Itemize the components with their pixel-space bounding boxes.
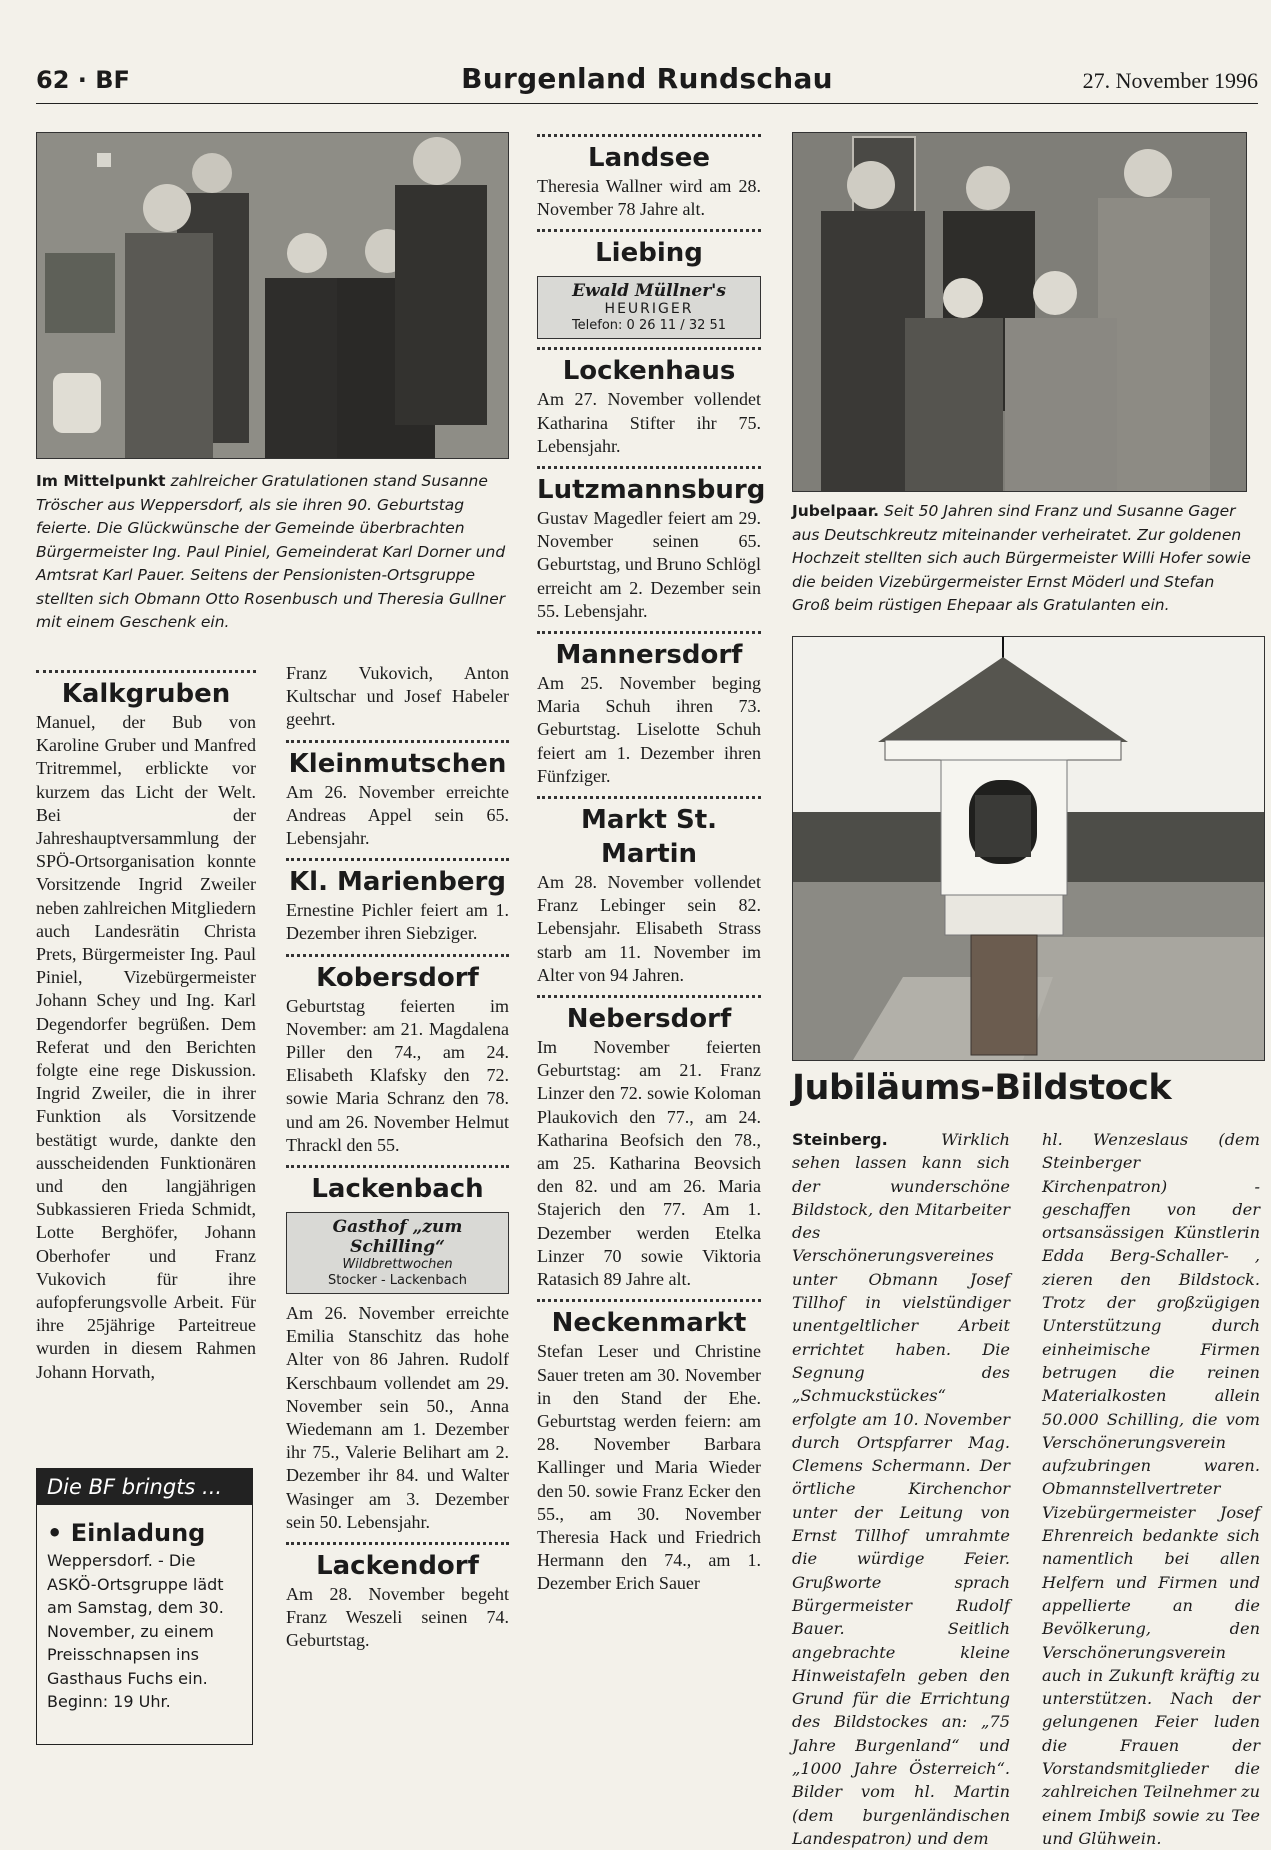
- divider: [286, 1165, 509, 1168]
- feature-column-a: [792, 1128, 1010, 1850]
- section-head: Markt St. Martin: [580, 805, 718, 870]
- ad-line: HEURIGER: [604, 301, 694, 318]
- feature-lead: Steinberg.: [792, 1130, 888, 1149]
- section-head: Landsee: [588, 143, 710, 173]
- divider: [537, 466, 761, 469]
- section-text: Am 26. November erreichte Emilia Stanschitz das hohe Alter von 86 Jahren. Rudolf Kerschbaum vollendet am 29. November sein 50., Anna Wiedemann am 1. Dezember ihr 75., Valerie Belihart am 2. Dezember ihr 84. und Walter Wasinger am 3. Dezember sein 50. Lebensjahr.: [286, 1303, 509, 1532]
- section-head: Lockenhaus: [562, 356, 736, 387]
- photo-caption-2: [792, 500, 1254, 618]
- section-head: Kobersdorf: [316, 962, 479, 993]
- page-number: 62 · BF: [36, 66, 130, 94]
- section-text: Stefan Leser und Christine Sauer treten am 30. November in den Stand der Ehe. Geburtstag werden feiern: am 28. November Barbara Kallinger und Maria Wieder den 50. sowie Franz Ecker den 55., am 30. November Theresia Hack und Friedrich Hermann den 74., am 1. Dezember Erich Sauer: [537, 1341, 761, 1594]
- feature-text: [792, 1128, 1010, 1850]
- section-text: Am 25. November beging Maria Schuh ihren 73. Geburtstag. Liselotte Schuh feiert am 1. Dezember ihren Fünfziger.: [537, 673, 761, 786]
- divider: [286, 858, 509, 861]
- column-3: [537, 132, 766, 1596]
- section-text: Geburtstag feierten im November: am 21. Magdalena Piller den 74., am 24. Elisabeth Klafsky den 72. sowie Maria Schranz den 78. und am 26. November Helmut Thrackl den 55.: [286, 995, 509, 1155]
- photo-birthday-group: [36, 132, 509, 459]
- ad-line: Wildbrettwochen: [342, 1257, 453, 1273]
- section-head: Lutzmannsburg: [537, 475, 766, 506]
- section-head: Kl. Marienberg: [289, 867, 506, 898]
- section-head: Nebersdorf: [566, 1004, 732, 1035]
- section-text: Am 28. November begeht Franz Weszeli seinen 74. Geburtstag.: [286, 1584, 509, 1651]
- section-text: Franz Vukovich, Anton Kultschar und Josef Habeler geehrt.: [286, 663, 509, 730]
- section-head: Mannersdorf: [555, 640, 743, 671]
- divider: [286, 740, 509, 743]
- caption-text: Seit 50 Jahren sind Franz und Susanne Gager aus Deutschkreutz miteinander verheiratet. Zur goldenen Hochzeit stellten sich auch Bürgermeister Willi Hofer sowie die beiden Vizebürgermeister Ernst Möderl und Stefan Groß beim rüstigen Ehepaar als Gratulanten ein.: [792, 502, 1251, 614]
- ad-line: Stocker - Lackenbach: [327, 1273, 468, 1289]
- section-text: Am 27. November vollendet Katharina Stifter ihr 75. Lebensjahr.: [537, 389, 761, 456]
- info-box: [36, 1468, 253, 1745]
- section-head: Lackendorf: [316, 1551, 479, 1582]
- caption-lead: Im Mittelpunkt: [36, 472, 166, 490]
- feature-text-b: hl. Wenzeslaus (dem Steinberger Kirchenpatron) - geschaffen von der ortsansässigen Künstlerin Edda Berg-Schaller- , zieren den Bildstock. Trotz der großzügigen Unterstützung durch einheimische Firmen betrugen die reinen Materialkosten allein 50.000 Schilling, die vom Verschönerungsverein aufzubringen waren. Obmannstellvertreter Vizebürgermeister Josef Ehrenreich bedankte sich namentlich bei allen Helfern und Firmen und appellierte an die Bevölkerung, den Verschönerungsverein auch in Zukunft kräftig zu unterstützen. Nach der gelungenen Feier luden die Frauen der Vorstandsmitglieder die zahlreichen Teilnehmer zu einem Imbiß sowie zu Tee und Glühwein.: [1042, 1130, 1260, 1848]
- divider: [537, 796, 761, 799]
- section-head: Neckenmarkt: [551, 1308, 747, 1339]
- divider: [36, 670, 256, 673]
- divider: [537, 134, 761, 137]
- issue-date: 27. November 1996: [1082, 68, 1258, 93]
- divider: [537, 1299, 761, 1302]
- ad-name: Gasthof „zum Schilling“: [332, 1217, 463, 1258]
- photo-golden-wedding: [792, 132, 1247, 492]
- column-1: [36, 662, 256, 1384]
- masthead-rule: [36, 103, 1258, 104]
- column-2: [286, 662, 509, 1653]
- masthead: [36, 62, 1258, 102]
- info-box-text: Weppersdorf. - Die ASKÖ-Ortsgruppe lädt am Samstag, dem 30. November, zu einem Preisschnapsen ins Gasthaus Fuchs ein. Beginn: 19 Uhr.: [47, 1551, 224, 1711]
- caption-lead: Jubelpaar.: [792, 502, 880, 520]
- advertisement: [286, 1212, 509, 1294]
- paper-title: Burgenland Rundschau: [461, 62, 833, 95]
- divider: [537, 229, 761, 232]
- ad-line: Telefon: 0 26 11 / 32 51: [571, 318, 727, 334]
- ad-name: Ewald Müllner's: [572, 281, 726, 302]
- section-text: Gustav Magedler feiert am 29. November seinen 65. Geburtstag, und Bruno Schlögl erreicht am 2. Dezember sein 55. Lebensjahr.: [537, 508, 761, 621]
- caption-text: zahlreicher Gratulationen stand Susanne Tröscher aus Weppersdorf, als sie ihren 90. Geburtstag feierte. Die Glückwünsche der Gemeinde überbrachten Bürgermeister Ing. Paul Piniel, Gemeinderat Karl Dorner und Amtsrat Karl Pauer. Seitens der Pensionisten-Ortsgruppe stellten sich Obmann Otto Rosenbusch und Theresia Gullner mit einem Geschenk ein.: [36, 472, 506, 631]
- info-box-head: • Einladung: [47, 1519, 206, 1547]
- feature-text-a: Wirklich sehen lassen kann sich der wunderschöne Bildstock, den Mitarbeiter des Verschönerungsvereines unter Obmann Josef Tillhof in vielstündiger unentgeltlicher Arbeit errichtet haben. Die Segnung des „Schmuckstückes“ erfolgte am 10. November durch Ortspfarrer Mag. Clemens Schermann. Der örtliche Kirchenchor unter der Leitung von Ernst Tillhof umrahmte die würdige Feier. Grußworte sprach Bürgermeister Rudolf Bauer. Seitlich angebrachte kleine Hinweistafeln geben den Grund für die Errichtung des Bildstockes an: „75 Jahre Burgenland“ und „1000 Jahre Österreich“. Bilder vom hl. Martin (dem burgenländischen Landespatron) und dem: [792, 1130, 1010, 1848]
- section-head: Kleinmutschen: [288, 748, 507, 779]
- section-text: Am 28. November vollendet Franz Lebinger sein 82. Lebensjahr. Elisabeth Strass starb am 11. November im Alter von 94 Jahren.: [537, 872, 761, 985]
- divider: [537, 995, 761, 998]
- section-head: Liebing: [595, 238, 703, 269]
- divider: [286, 954, 509, 957]
- info-box-title: Die BF bringts ...: [37, 1469, 252, 1505]
- divider: [286, 1542, 509, 1545]
- advertisement: [537, 276, 761, 339]
- section-text: Theresia Wallner wird am 28. November 78 Jahre alt.: [537, 176, 761, 220]
- section-text: Ernestine Pichler feiert am 1. Dezember ihren Siebziger.: [286, 900, 509, 944]
- photo-bildstock: [792, 636, 1265, 1061]
- feature-column-b: [1042, 1128, 1260, 1850]
- section-text: Am 26. November erreichte Andreas Appel sein 65. Lebensjahr.: [286, 781, 509, 849]
- divider: [537, 631, 761, 634]
- divider: [537, 347, 761, 350]
- section-head: Lackenbach: [311, 1174, 484, 1205]
- feature-title: Jubiläums-Bildstock: [792, 1068, 1172, 1108]
- section-text: Manuel, der Bub von Karoline Gruber und Manfred Tritremmel, erblickte vor kurzem das Licht der Welt. Bei der Jahreshauptversammlung der SPÖ-Ortsorganisation konnte Vorsitzende Ingrid Zweiler neben zahlreichen Mitgliedern auch Landesrätin Christa Prets, Bürgermeister Ing. Paul Piniel, Vizebürgermeister Johann Schey und Ing. Karl Degendorfer begrüßen. Dem Referat und den Berichten folgte eine rege Diskussion. Ingrid Zweiler, die in ihrer Funktion als Vorsitzende bestätigt wurde, dankte den ausscheidenden Funktionären und den langjährigen Subkassieren Frieda Schmidt, Lotte Berghöfer, Johann Oberhofer und Franz Vukovich für ihre aufopferungsvolle Arbeit. Für ihre 25jährige Parteitreue wurden in diesem Rahmen Johann Horvath,: [36, 712, 256, 1382]
- section-head: Kalkgruben: [61, 679, 231, 709]
- photo-caption-1: [36, 470, 507, 635]
- section-text: Im November feierten Geburtstag: am 21. Franz Linzer den 72. sowie Koloman Plaukovich den 77., am 24. Katharina Beofsich den 78., am 25. Katharina Beovsich den 82. und am 26. Maria Stajerich den 77. Am 1. Dezember werden Etelka Linzer 70 sowie Viktoria Ratasich 89 Jahre alt.: [537, 1037, 761, 1290]
